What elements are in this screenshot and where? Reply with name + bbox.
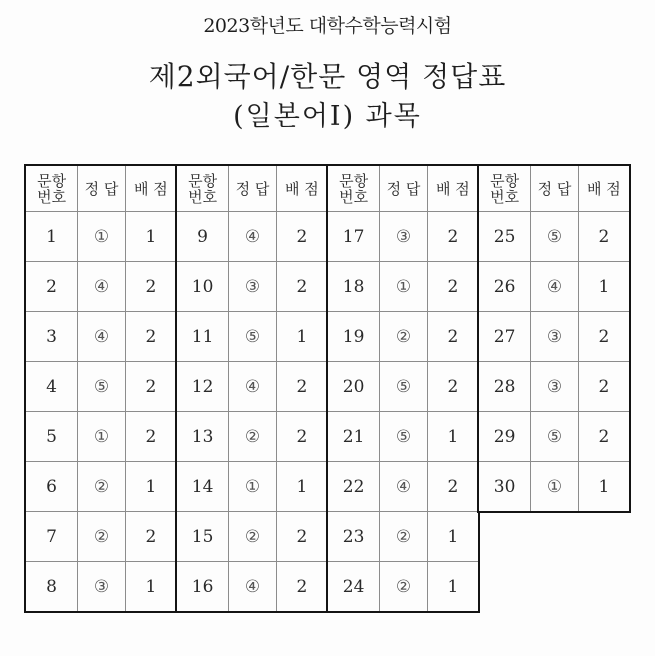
answer-header: 정 답 (229, 165, 277, 212)
answer: ② (380, 562, 428, 613)
question-number: 20 (327, 362, 380, 412)
question-number-header: 문항 번호 (25, 165, 78, 212)
table-row (327, 362, 479, 412)
answer: ③ (78, 562, 126, 613)
table-row (25, 212, 177, 262)
points-header: 배 점 (427, 165, 479, 212)
answer: ⑤ (229, 312, 277, 362)
points: 2 (578, 212, 630, 262)
points-header: 배 점 (578, 165, 630, 212)
question-number: 13 (176, 412, 229, 462)
table-row (478, 362, 630, 412)
answer: ② (78, 462, 126, 512)
question-number: 17 (327, 212, 380, 262)
question-number: 2 (25, 262, 78, 312)
header-row (176, 165, 328, 212)
points: 2 (578, 312, 630, 362)
answer: ④ (229, 212, 277, 262)
table-row (25, 262, 177, 312)
points: 1 (427, 562, 479, 613)
points: 2 (125, 312, 177, 362)
answer: ② (229, 412, 277, 462)
question-number-header: 문항 번호 (327, 165, 380, 212)
points: 1 (125, 562, 177, 613)
answer: ① (78, 212, 126, 262)
points: 2 (125, 362, 177, 412)
points: 1 (578, 262, 630, 312)
question-number: 12 (176, 362, 229, 412)
answer: ① (78, 412, 126, 462)
points: 1 (125, 212, 177, 262)
question-number: 16 (176, 562, 229, 613)
header-row (478, 165, 630, 212)
points: 2 (276, 512, 328, 562)
points: 2 (276, 562, 328, 613)
points: 2 (276, 212, 328, 262)
question-number-header: 문항 번호 (176, 165, 229, 212)
answer: ④ (229, 362, 277, 412)
points: 1 (578, 462, 630, 513)
question-number: 28 (478, 362, 531, 412)
table-row (327, 262, 479, 312)
answer-group-2 (175, 164, 329, 613)
table-row (478, 312, 630, 362)
question-number: 7 (25, 512, 78, 562)
question-number: 9 (176, 212, 229, 262)
question-number: 29 (478, 412, 531, 462)
answer: ② (380, 512, 428, 562)
table-row (25, 462, 177, 512)
header-row (327, 165, 479, 212)
points: 1 (427, 512, 479, 562)
question-number: 21 (327, 412, 380, 462)
answer: ⑤ (531, 212, 579, 262)
points: 2 (578, 362, 630, 412)
question-number: 5 (25, 412, 78, 462)
table-row (478, 412, 630, 462)
points: 2 (125, 262, 177, 312)
answer: ① (229, 462, 277, 512)
answer: ⑤ (531, 412, 579, 462)
table-row (176, 462, 328, 512)
table-row (176, 562, 328, 613)
answer: ② (78, 512, 126, 562)
answer: ④ (229, 562, 277, 613)
question-number: 26 (478, 262, 531, 312)
table-row (327, 562, 479, 613)
question-number: 27 (478, 312, 531, 362)
answer: ① (380, 262, 428, 312)
table-row (176, 212, 328, 262)
answer: ② (380, 312, 428, 362)
question-number: 1 (25, 212, 78, 262)
points: 2 (427, 212, 479, 262)
answer: ③ (229, 262, 277, 312)
document-title: 제2외국어/한문 영역 정답표 (148, 60, 507, 93)
table-row (478, 212, 630, 262)
answer: ④ (78, 262, 126, 312)
table-row (478, 462, 630, 513)
points: 2 (125, 512, 177, 562)
table-row (327, 512, 479, 562)
table-row (327, 212, 479, 262)
answer: ② (229, 512, 277, 562)
question-number: 23 (327, 512, 380, 562)
question-number: 18 (327, 262, 380, 312)
question-number: 14 (176, 462, 229, 512)
answer: ④ (78, 312, 126, 362)
points: 2 (427, 312, 479, 362)
points-header: 배 점 (276, 165, 328, 212)
question-number: 4 (25, 362, 78, 412)
points: 2 (276, 262, 328, 312)
answer-group-4 (477, 164, 631, 513)
points: 2 (578, 412, 630, 462)
table-row (176, 362, 328, 412)
points: 2 (427, 462, 479, 512)
points: 1 (276, 312, 328, 362)
table-row (176, 512, 328, 562)
table-row (327, 312, 479, 362)
answer: ⑤ (380, 362, 428, 412)
answer-header: 정 답 (380, 165, 428, 212)
question-number-header: 문항 번호 (478, 165, 531, 212)
points: 2 (427, 362, 479, 412)
answer: ① (531, 462, 579, 513)
points: 1 (125, 462, 177, 512)
table-row (176, 312, 328, 362)
table-row (176, 262, 328, 312)
points: 2 (276, 412, 328, 462)
answer: ③ (380, 212, 428, 262)
subject-title: (일본어Ⅰ) 과목 (233, 101, 422, 132)
answer-group-3 (326, 164, 480, 613)
table-row (25, 412, 177, 462)
table-row (478, 262, 630, 312)
exam-title: 2023학년도 대학수학능력시험 (203, 15, 452, 37)
points: 1 (276, 462, 328, 512)
question-number: 19 (327, 312, 380, 362)
points: 1 (427, 412, 479, 462)
points: 2 (125, 412, 177, 462)
answer: ⑤ (78, 362, 126, 412)
question-number: 24 (327, 562, 380, 613)
answer-header: 정 답 (78, 165, 126, 212)
question-number: 3 (25, 312, 78, 362)
table-row (176, 412, 328, 462)
question-number: 22 (327, 462, 380, 512)
table-row (25, 362, 177, 412)
answer-header: 정 답 (531, 165, 579, 212)
points: 2 (276, 362, 328, 412)
table-row (327, 412, 479, 462)
question-number: 11 (176, 312, 229, 362)
table-row (25, 562, 177, 613)
answer: ③ (531, 362, 579, 412)
points: 2 (427, 262, 479, 312)
answer-group-1 (24, 164, 178, 613)
question-number: 25 (478, 212, 531, 262)
question-number: 8 (25, 562, 78, 613)
question-number: 10 (176, 262, 229, 312)
table-row (25, 312, 177, 362)
answer: ③ (531, 312, 579, 362)
table-row (25, 512, 177, 562)
question-number: 6 (25, 462, 78, 512)
question-number: 30 (478, 462, 531, 513)
points-header: 배 점 (125, 165, 177, 212)
answer: ④ (531, 262, 579, 312)
answer: ⑤ (380, 412, 428, 462)
table-row (327, 462, 479, 512)
question-number: 15 (176, 512, 229, 562)
answer: ④ (380, 462, 428, 512)
header-row (25, 165, 177, 212)
